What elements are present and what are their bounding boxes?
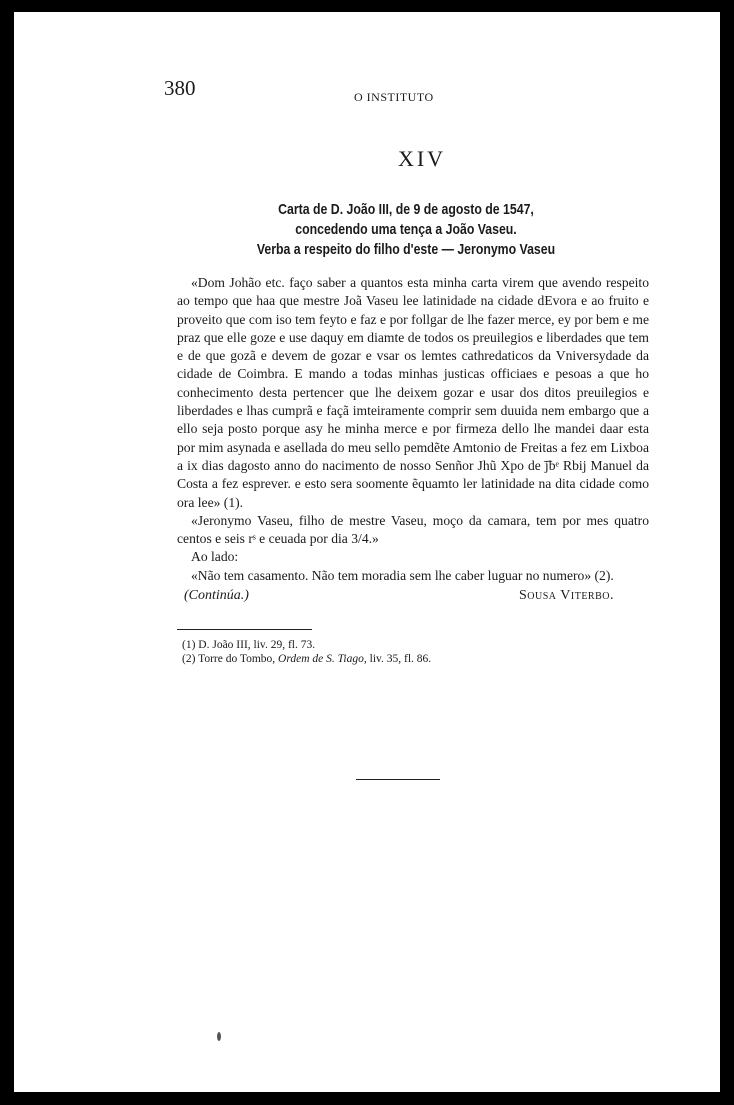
footnotes xyxy=(182,638,431,666)
body-paragraph: «Não tem casamento. Não tem moradia sem lhe caber luguar no numero» (2). xyxy=(191,567,614,583)
paper-speck xyxy=(217,1032,221,1041)
footnote-text: Torre do Tombo, xyxy=(198,653,276,665)
document-heading xyxy=(208,200,605,260)
continua-note: (Continúa.) xyxy=(184,588,249,603)
footnote-divider xyxy=(177,629,312,630)
footnote-text: liv. 35, fl. 86. xyxy=(369,653,432,665)
footnote-marker: (2) xyxy=(182,653,196,665)
body-text xyxy=(177,274,649,585)
footnote xyxy=(182,638,431,652)
heading-line: Verba a respeito do filho d'este — Jeronymo Vaseu xyxy=(256,241,556,258)
end-rule xyxy=(356,779,440,780)
body-paragraph: «Jeronymo Vaseu, filho de mestre Vaseu, moço da camara, tem por mes quatro centos e seis rˢ e ceuada por dia 3/4.» xyxy=(177,512,649,547)
signature-row xyxy=(184,588,614,604)
heading-line: concedendo uma tença a João Vaseu. xyxy=(295,221,517,238)
author-signature: Sousa Viterbo. xyxy=(519,588,614,603)
running-head: O INSTITUTO xyxy=(354,90,434,104)
footnote xyxy=(182,652,431,666)
body-paragraph: Ao lado: xyxy=(191,549,239,565)
footnote-italic-title: Ordem de S. Tiago, xyxy=(278,653,367,665)
body-paragraph: «Dom Johão etc. faço saber a quantos esta minha carta virem que avendo respeito ao tempo que haa que mestre Joã Vaseu lee latinidade na cidade dEvora e ao fruito e proveito que com iso tem feyto e faz e por follgar de lhe fazer merce, ey por bem e me praz que elle goze e use daquy em diamte de todos os preuilegios e liberdades que tem e de que gozã e devem de gozar e vsar os lemtes cathredaticos da Vniversydade da cidade de Coimbra. E mando a todas minhas justicas officiaes e pesoas a que ho conhecimento desta pertencer que lhe deixem gozar e usar dos ditos preuilegios e liberdades e lhas cumprã e façã imteiramente comprir sem duuida nem embargo que a ello seja posto porque asy he minha merce e por firmeza dello lhe mandei daar esta por mim asynada e asellada do meu sello pemdẽte Amtonio de Freitas a fez em Lixboa a ix dias dagosto anno do nacimento de nosso Senñor Jhũ Xpo de ͞jbᵉ Rbij Manuel da Costa a fez esprever. e esto sera soomente ẽquamto ler latinidade na dita cidade como ora lee» (1). xyxy=(177,275,649,510)
heading-line: Carta de D. João III, de 9 de agosto de 1547, xyxy=(278,201,534,218)
section-number: XIV xyxy=(397,146,447,171)
footnote-marker: (1) xyxy=(182,639,196,651)
page-sheet xyxy=(14,12,720,1092)
footnote-text: D. João III, liv. 29, fl. 73. xyxy=(198,639,316,651)
page-number: 380 xyxy=(164,76,196,100)
